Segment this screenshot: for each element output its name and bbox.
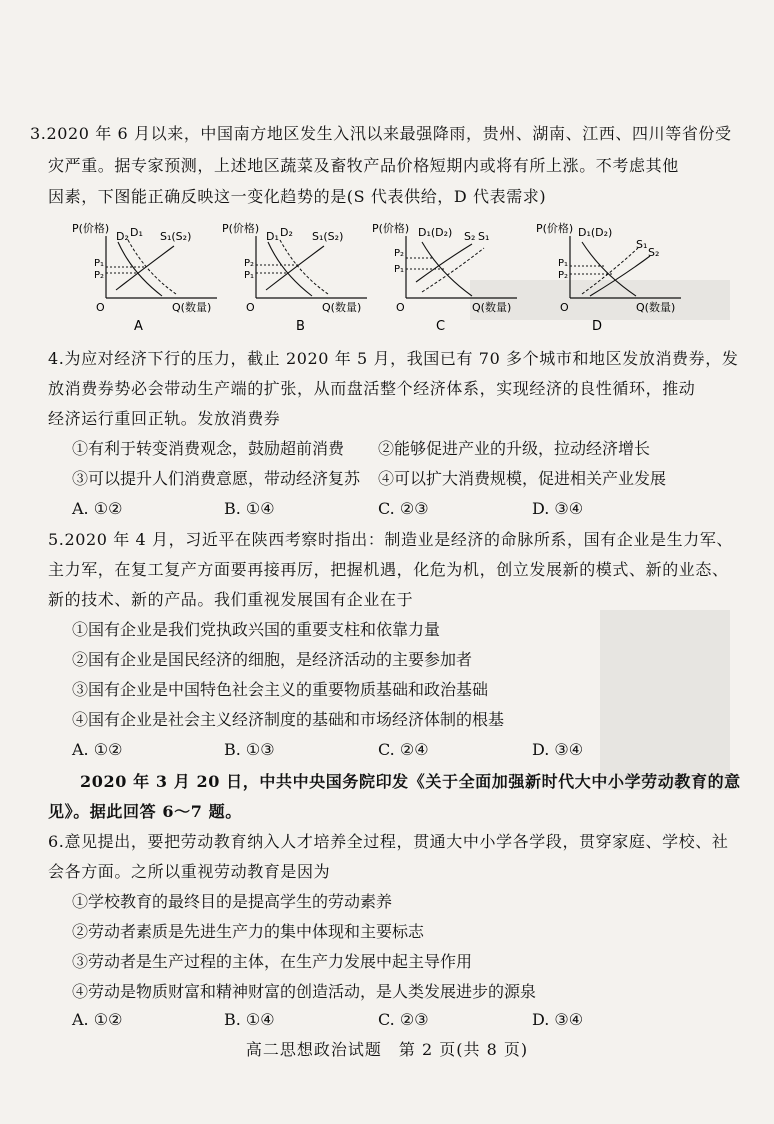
graph-b-curve-label-2: D₂	[280, 226, 293, 239]
q4-option-d: D. ③④	[532, 499, 584, 518]
graph-a-price-1: P₁	[94, 258, 105, 269]
graph-d-curve-label-1: D₁(D₂)	[578, 226, 613, 239]
graph-c-ylabel: P(价格)	[372, 222, 410, 235]
graph-b-ylabel: P(价格)	[222, 222, 260, 235]
graph-a-supply	[116, 246, 174, 290]
q4-item-2: ②能够促进产业的升级，拉动经济增长	[378, 439, 651, 458]
graph-a-option: A	[134, 319, 143, 333]
q5-option-d: D. ③④	[532, 740, 584, 759]
material-line-2: 见》。据此回答 6～7 题。	[48, 802, 242, 821]
graph-b-option: B	[296, 319, 305, 333]
graph-c-curve-label-3: S₁	[478, 230, 490, 243]
q4-line-2: 放消费券势必会带动生产端的扩张，从而盘活整个经济体系，实现经济的良性循环，推动	[48, 379, 696, 398]
q5-item-4: ④国有企业是社会主义经济制度的基础和市场经济体制的根基	[72, 710, 505, 729]
graph-c-demand	[422, 242, 472, 296]
graph-a-xlabel: Q(数量)	[172, 301, 212, 314]
q5-line-3: 新的技术、新的产品。我们重视发展国有企业在于	[48, 590, 414, 609]
q5-option-c: C. ②④	[378, 740, 429, 759]
q5-option-a: A. ①②	[72, 740, 123, 759]
graph-d-price-2: P₂	[558, 270, 569, 281]
graph-a-price-2: P₂	[94, 270, 105, 281]
graph-a-curve-label-1: D₂	[116, 230, 129, 243]
graph-d-curve-label-3: S₂	[648, 246, 660, 259]
graph-c-price-2: P₁	[394, 264, 405, 275]
q4-item-3: ③可以提升人们消费意愿，带动经济复苏	[72, 469, 361, 488]
graph-d-price-1: P₁	[558, 258, 569, 269]
q5-line-2: 主力军，在复工复产方面要再接再厉，把握机遇，化危为机，创立发展新的模式、新的业态、	[48, 560, 729, 579]
q6-option-d: D. ③④	[532, 1010, 584, 1029]
graph-b-xlabel: Q(数量)	[322, 301, 362, 314]
q3-line-1: 3.2020 年 6 月以来，中国南方地区发生入汛以来最强降雨，贵州、湖南、江西、四川等省份受	[30, 124, 732, 143]
q6-option-a: A. ①②	[72, 1010, 123, 1029]
page-footer: 高二思想政治试题 第 2 页(共 8 页)	[245, 1040, 529, 1059]
q6-line-2: 会各方面。之所以重视劳动教育是因为	[48, 862, 331, 881]
graph-b-curve-label-3: S₁(S₂)	[312, 230, 344, 243]
graph-a-curve-label-2: D₁	[130, 226, 143, 239]
graph-c-xlabel: Q(数量)	[472, 301, 512, 314]
graph-d-xlabel: Q(数量)	[636, 301, 676, 314]
q6-option-b: B. ①④	[224, 1010, 275, 1029]
graph-b-price-2: P₁	[244, 270, 255, 281]
graph-d	[536, 218, 706, 333]
material-line-1: 2020 年 3 月 20 日，中共中央国务院印发《关于全面加强新时代大中小学劳动教育的意	[80, 772, 741, 791]
q4-line-3: 经济运行重回正轨。发放消费券	[48, 409, 281, 428]
q6-line-1: 6.意见提出，要把劳动教育纳入人才培养全过程，贯通大中小学各学段，贯穿家庭、学校、社	[48, 832, 729, 851]
q5-item-3: ③国有企业是中国特色社会主义的重要物质基础和政治基础	[72, 680, 489, 699]
graph-d-ylabel: P(价格)	[536, 222, 574, 235]
graph-a-curve-label-3: S₁(S₂)	[160, 230, 192, 243]
graph-b-price-1: P₂	[244, 258, 255, 269]
q3-line-3: 因素，下图能正确反映这一变化趋势的是(S 代表供给，D 代表需求)	[48, 187, 547, 206]
q6-item-1: ①学校教育的最终目的是提高学生的劳动素养	[72, 892, 393, 911]
q6-item-2: ②劳动者素质是先进生产力的集中体现和主要标志	[72, 922, 425, 941]
q4-line-1: 4.为应对经济下行的压力，截止 2020 年 5 月，我国已有 70 多个城市和地区发放消费券，发	[48, 349, 739, 368]
graph-c-curve-label-1: D₁(D₂)	[418, 226, 453, 239]
graph-d-origin: O	[560, 301, 569, 314]
q5-option-b: B. ①③	[224, 740, 275, 759]
q3-line-2: 灾严重。据专家预测，上述地区蔬菜及畜牧产品价格短期内或将有所上涨。不考虑其他	[48, 156, 679, 175]
graph-c-curve-label-2: S₂	[464, 230, 476, 243]
graph-b-supply	[266, 246, 324, 290]
graph-d-supply-2	[590, 256, 650, 296]
graph-c	[372, 218, 537, 333]
graph-b	[222, 218, 387, 333]
graph-b-origin: O	[246, 301, 255, 314]
q6-option-c: C. ②③	[378, 1010, 429, 1029]
graph-d-option: D	[592, 319, 603, 333]
q4-option-a: A. ①②	[72, 499, 123, 518]
graph-a-ylabel: P(价格)	[72, 222, 110, 235]
scan-bleed-2	[600, 610, 730, 790]
graph-b-demand-1	[268, 242, 312, 296]
graph-c-option: C	[436, 319, 446, 333]
q4-option-b: B. ①④	[224, 499, 275, 518]
graph-b-curve-label-1: D₁	[266, 230, 279, 243]
graph-a	[72, 218, 237, 333]
q6-item-3: ③劳动者是生产过程的主体，在生产力发展中起主导作用	[72, 952, 473, 971]
q4-option-c: C. ②③	[378, 499, 429, 518]
graph-a-demand-1	[118, 242, 162, 296]
q4-item-1: ①有利于转变消费观念，鼓励超前消费	[72, 439, 345, 458]
q4-item-4: ④可以扩大消费规模，促进相关产业发展	[378, 469, 667, 488]
q5-item-2: ②国有企业是国民经济的细胞，是经济活动的主要参加者	[72, 650, 473, 669]
graph-c-supply-1	[422, 248, 484, 292]
graph-d-curve-label-2: S₁	[636, 238, 648, 251]
graph-c-origin: O	[396, 301, 405, 314]
graph-c-price-1: P₂	[394, 248, 405, 259]
q5-line-1: 5.2020 年 4 月，习近平在陕西考察时指出：制造业是经济的命脉所系，国有企业是生力军、	[48, 530, 734, 549]
graph-a-origin: O	[96, 301, 105, 314]
q6-item-4: ④劳动是物质财富和精神财富的创造活动，是人类发展进步的源泉	[72, 982, 537, 1001]
q5-item-1: ①国有企业是我们党执政兴国的重要支柱和依靠力量	[72, 620, 441, 639]
